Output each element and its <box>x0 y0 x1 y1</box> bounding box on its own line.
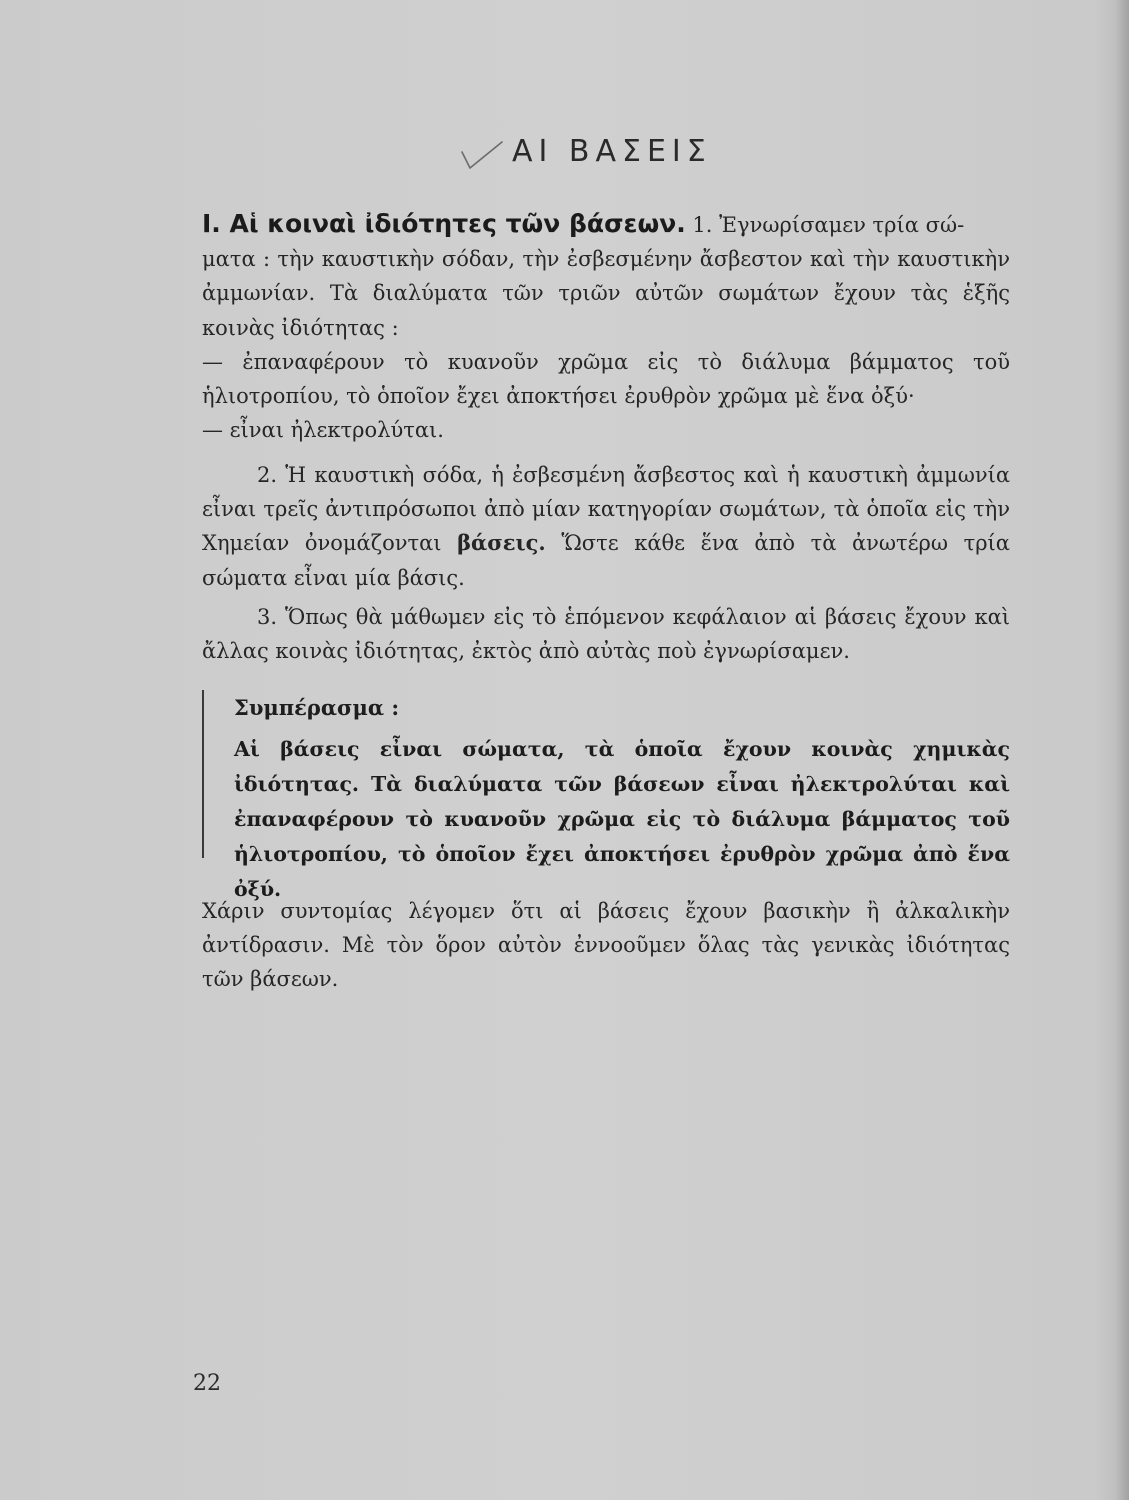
section-1 <box>202 207 1010 447</box>
page-edge-shadow <box>1115 0 1129 1500</box>
section-1-intro-start: 1. Ἐγνωρίσαμεν τρία σώ- <box>692 213 965 237</box>
section-2-text-before: 2. Ἡ καυστικὴ σόδα, ἡ ἐσβεσμένη ἄσβεστος καὶ ἡ καυστικὴ ἀμμωνία εἶναι τρεῖς ἀντιπρόσωποι ἀπὸ μίαν κατηγορίαν σωμάτων, τὰ ὁποῖα εἰς τὴν Χημείαν ὀνομάζονται <box>202 463 1010 556</box>
closing-paragraph: Χάριν συντομίας λέγομεν ὅτι αἱ βάσεις ἔχουν βασικὴν ἢ ἀλκαλικὴν ἀντίδρασιν. Μὲ τὸν ὅρον αὐτὸν ἐννοοῦμεν ὅλας τὰς γενικὰς ἰδιότητας τῶν βάσεων. <box>202 899 1010 992</box>
chapter-title: ΑΙ ΒΑΣΕΙΣ <box>512 134 712 169</box>
section-1-bullet-2: — εἶναι ἠλεκτρολύται. <box>202 418 444 443</box>
page-number: 22 <box>193 1371 221 1396</box>
section-3: 3. Ὅπως θὰ μάθωμεν εἰς τὸ ἑπόμενον κεφάλαιον αἱ βάσεις ἔχουν καὶ ἄλλας κοινὰς ἰδιότητας, ἐκτὸς ἀπὸ αὐτὰς ποὺ ἐγνωρίσαμεν. <box>202 605 1010 664</box>
section-2-text-after: Ὥστε κάθε ἕνα ἀπὸ τὰ ἀνωτέρω τρία σώματα εἶναι μία βάσις. <box>202 531 1010 590</box>
section-1-intro-rest: ματα : τὴν καυστικὴν σόδαν, τὴν ἐσβεσμένην ἄσβεστον καὶ τὴν καυστικὴν ἀμμωνίαν. Τὰ διαλύματα τῶν τριῶν αὐτῶν σωμάτων ἔχουν τὰς ἑξῆς κοινὰς ἰδιότητας : <box>202 247 1010 340</box>
section-2-bold-term: βάσεις. <box>457 530 546 556</box>
handwritten-check-mark <box>456 138 516 174</box>
conclusion-box <box>202 690 1010 901</box>
conclusion-label: Συμπέρασμα : <box>234 695 400 720</box>
section-2 <box>202 458 1010 595</box>
section-1-bullet-1: — ἐπαναφέρουν τὸ κυανοῦν χρῶμα εἰς τὸ διάλυμα βάμματος τοῦ ἡλιοτροπίου, τὸ ὁποῖον ἔχει ἀποκτήσει ἐρυθρὸν χρῶμα μὲ ἕνα ὀξύ· <box>202 349 1010 409</box>
conclusion-text: Αἱ βάσεις εἶναι σώματα, τὰ ὁποῖα ἔχουν κοινὰς χημικὰς ἰδιότητας. Τὰ διαλύματα τῶν βάσεων εἶναι ἠλεκτρολύται καὶ ἐπαναφέρουν τὸ κυανοῦν χρῶμα εἰς τὸ διάλυμα βάμματος τοῦ ἡλιοτροπίου, τὸ ὁποῖον ἔχει ἀποκτήσει ἐρυθρὸν χρῶμα ἀπὸ ἕνα ὀξύ. <box>234 737 1010 901</box>
section-1-heading: Ι. Αἱ κοιναὶ ἰδιότητες τῶν βάσεων. <box>202 209 686 238</box>
